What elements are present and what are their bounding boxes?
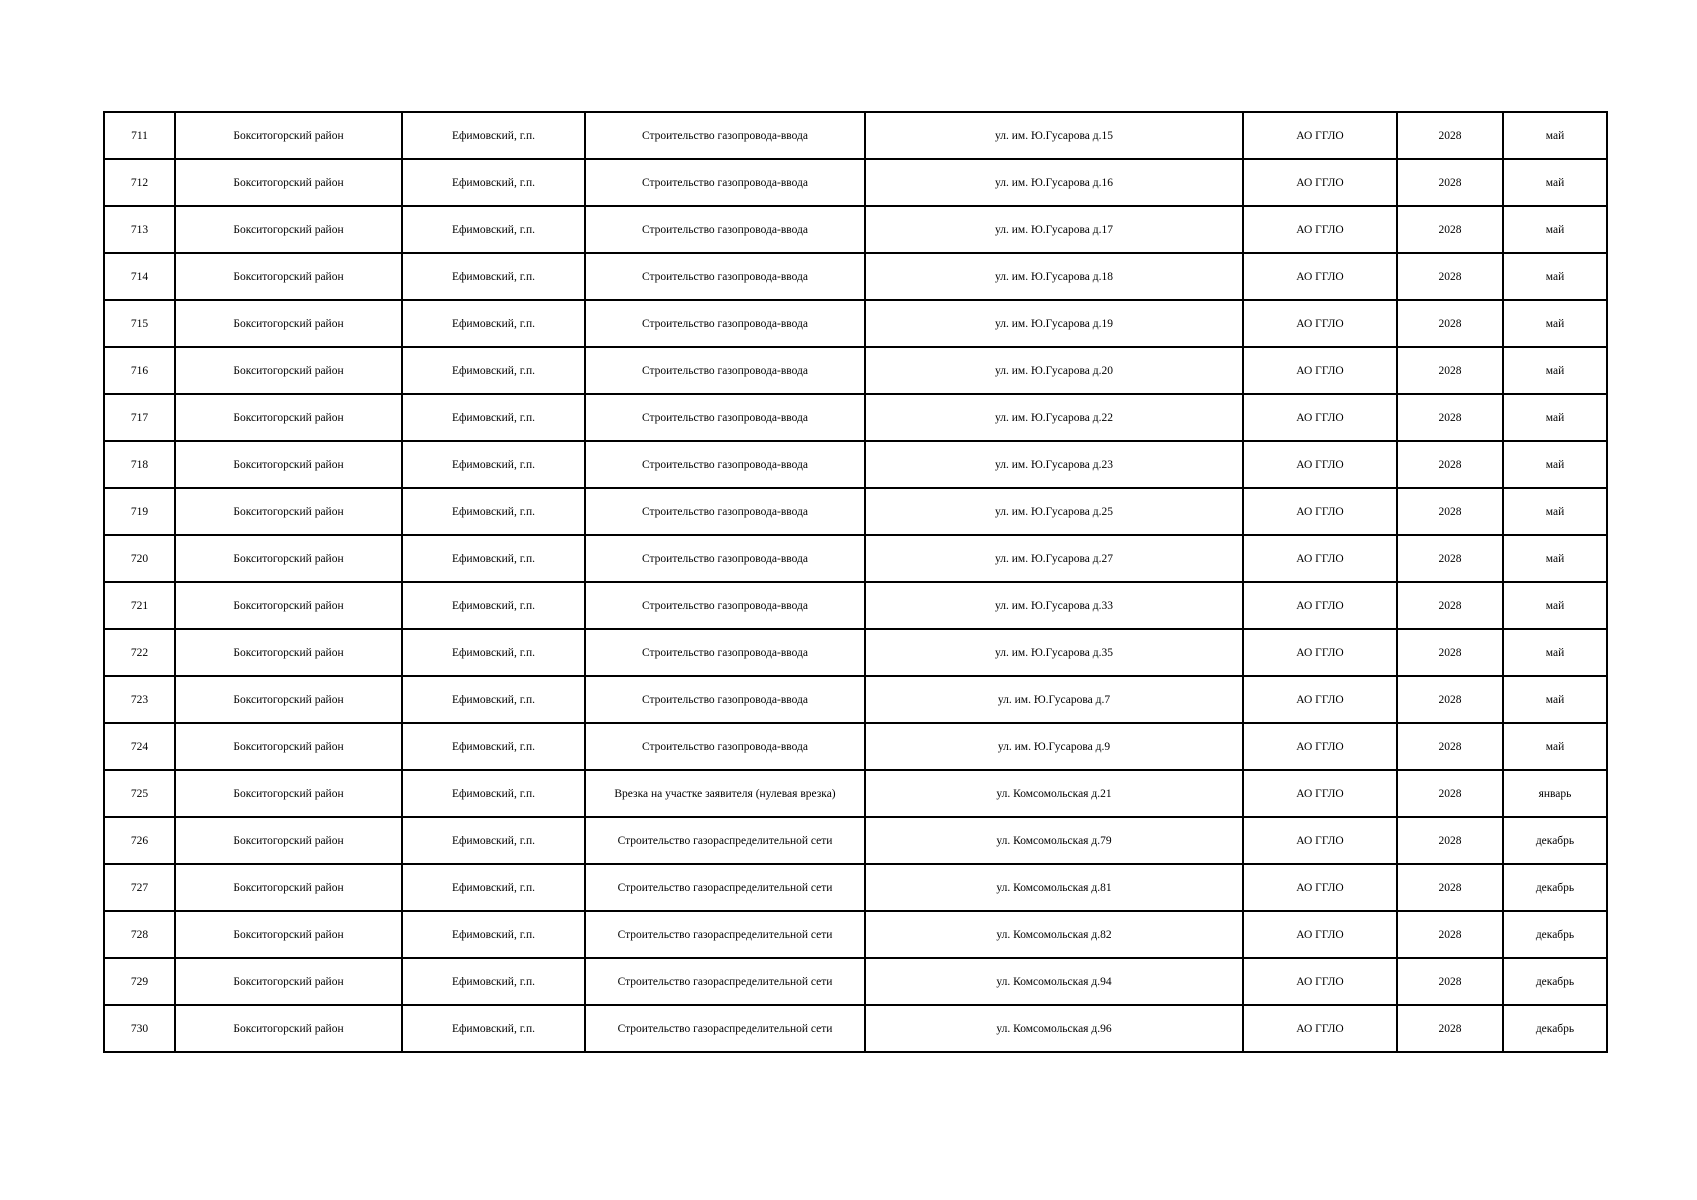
cell-settlement: Ефимовский, г.п. [402, 347, 585, 394]
cell-work-type: Строительство газопровода-ввода [585, 347, 865, 394]
cell-number: 725 [104, 770, 175, 817]
cell-organization: АО ГГЛО [1243, 441, 1397, 488]
cell-number: 722 [104, 629, 175, 676]
cell-settlement: Ефимовский, г.п. [402, 300, 585, 347]
cell-settlement: Ефимовский, г.п. [402, 817, 585, 864]
cell-work-type: Строительство газораспределительной сети [585, 958, 865, 1005]
table-row [104, 958, 1607, 1005]
cell-month: май [1503, 300, 1607, 347]
cell-organization: АО ГГЛО [1243, 817, 1397, 864]
cell-address: ул. Комсомольская д.81 [865, 864, 1243, 911]
cell-district: Бокситогорский район [175, 723, 402, 770]
cell-number: 712 [104, 159, 175, 206]
cell-month: май [1503, 441, 1607, 488]
cell-settlement: Ефимовский, г.п. [402, 394, 585, 441]
cell-work-type: Строительство газопровода-ввода [585, 535, 865, 582]
cell-address: ул. им. Ю.Гусарова д.27 [865, 535, 1243, 582]
cell-month: май [1503, 488, 1607, 535]
cell-number: 717 [104, 394, 175, 441]
cell-year: 2028 [1397, 253, 1503, 300]
cell-month: май [1503, 159, 1607, 206]
cell-work-type: Строительство газораспределительной сети [585, 864, 865, 911]
cell-month: декабрь [1503, 817, 1607, 864]
cell-month: май [1503, 676, 1607, 723]
cell-settlement: Ефимовский, г.п. [402, 582, 585, 629]
cell-organization: АО ГГЛО [1243, 911, 1397, 958]
cell-work-type: Строительство газопровода-ввода [585, 394, 865, 441]
table-row [104, 676, 1607, 723]
cell-work-type: Врезка на участке заявителя (нулевая врезка) [585, 770, 865, 817]
table-row [104, 394, 1607, 441]
cell-settlement: Ефимовский, г.п. [402, 770, 585, 817]
cell-month: май [1503, 723, 1607, 770]
table-body [104, 112, 1607, 1052]
cell-address: ул. им. Ю.Гусарова д.25 [865, 488, 1243, 535]
table-row [104, 723, 1607, 770]
cell-work-type: Строительство газораспределительной сети [585, 1005, 865, 1052]
cell-district: Бокситогорский район [175, 676, 402, 723]
cell-work-type: Строительство газопровода-ввода [585, 159, 865, 206]
cell-number: 714 [104, 253, 175, 300]
cell-address: ул. им. Ю.Гусарова д.35 [865, 629, 1243, 676]
cell-number: 711 [104, 112, 175, 159]
cell-settlement: Ефимовский, г.п. [402, 1005, 585, 1052]
cell-number: 718 [104, 441, 175, 488]
cell-year: 2028 [1397, 817, 1503, 864]
cell-month: май [1503, 347, 1607, 394]
table-row [104, 112, 1607, 159]
table-row [104, 629, 1607, 676]
cell-number: 727 [104, 864, 175, 911]
cell-address: ул. им. Ю.Гусарова д.22 [865, 394, 1243, 441]
cell-district: Бокситогорский район [175, 582, 402, 629]
table-row [104, 535, 1607, 582]
cell-number: 723 [104, 676, 175, 723]
table-row [104, 206, 1607, 253]
table-row [104, 1005, 1607, 1052]
cell-month: декабрь [1503, 911, 1607, 958]
cell-number: 726 [104, 817, 175, 864]
cell-address: ул. им. Ю.Гусарова д.33 [865, 582, 1243, 629]
cell-work-type: Строительство газопровода-ввода [585, 629, 865, 676]
cell-settlement: Ефимовский, г.п. [402, 441, 585, 488]
cell-address: ул. Комсомольская д.82 [865, 911, 1243, 958]
cell-address: ул. им. Ю.Гусарова д.19 [865, 300, 1243, 347]
cell-organization: АО ГГЛО [1243, 159, 1397, 206]
cell-organization: АО ГГЛО [1243, 300, 1397, 347]
table-row [104, 864, 1607, 911]
cell-settlement: Ефимовский, г.п. [402, 535, 585, 582]
cell-organization: АО ГГЛО [1243, 958, 1397, 1005]
cell-year: 2028 [1397, 864, 1503, 911]
cell-number: 715 [104, 300, 175, 347]
cell-settlement: Ефимовский, г.п. [402, 629, 585, 676]
cell-organization: АО ГГЛО [1243, 770, 1397, 817]
cell-year: 2028 [1397, 394, 1503, 441]
cell-settlement: Ефимовский, г.п. [402, 958, 585, 1005]
cell-year: 2028 [1397, 488, 1503, 535]
table-row [104, 300, 1607, 347]
cell-district: Бокситогорский район [175, 770, 402, 817]
cell-year: 2028 [1397, 159, 1503, 206]
cell-year: 2028 [1397, 723, 1503, 770]
cell-month: май [1503, 629, 1607, 676]
cell-number: 721 [104, 582, 175, 629]
cell-year: 2028 [1397, 535, 1503, 582]
cell-work-type: Строительство газопровода-ввода [585, 723, 865, 770]
cell-organization: АО ГГЛО [1243, 253, 1397, 300]
cell-organization: АО ГГЛО [1243, 347, 1397, 394]
cell-year: 2028 [1397, 629, 1503, 676]
cell-organization: АО ГГЛО [1243, 394, 1397, 441]
cell-address: ул. Комсомольская д.96 [865, 1005, 1243, 1052]
cell-settlement: Ефимовский, г.п. [402, 488, 585, 535]
cell-settlement: Ефимовский, г.п. [402, 723, 585, 770]
cell-year: 2028 [1397, 676, 1503, 723]
cell-district: Бокситогорский район [175, 347, 402, 394]
cell-number: 720 [104, 535, 175, 582]
cell-year: 2028 [1397, 441, 1503, 488]
cell-district: Бокситогорский район [175, 253, 402, 300]
cell-number: 724 [104, 723, 175, 770]
cell-work-type: Строительство газопровода-ввода [585, 582, 865, 629]
cell-district: Бокситогорский район [175, 629, 402, 676]
cell-work-type: Строительство газопровода-ввода [585, 206, 865, 253]
cell-settlement: Ефимовский, г.п. [402, 206, 585, 253]
cell-month: май [1503, 112, 1607, 159]
cell-number: 719 [104, 488, 175, 535]
cell-district: Бокситогорский район [175, 864, 402, 911]
data-table [103, 111, 1608, 1053]
cell-address: ул. Комсомольская д.94 [865, 958, 1243, 1005]
cell-address: ул. им. Ю.Гусарова д.7 [865, 676, 1243, 723]
cell-work-type: Строительство газопровода-ввода [585, 676, 865, 723]
cell-year: 2028 [1397, 112, 1503, 159]
cell-address: ул. им. Ю.Гусарова д.18 [865, 253, 1243, 300]
cell-year: 2028 [1397, 582, 1503, 629]
cell-year: 2028 [1397, 958, 1503, 1005]
cell-district: Бокситогорский район [175, 112, 402, 159]
table-row [104, 441, 1607, 488]
cell-settlement: Ефимовский, г.п. [402, 911, 585, 958]
table-row [104, 253, 1607, 300]
cell-month: май [1503, 394, 1607, 441]
cell-number: 730 [104, 1005, 175, 1052]
cell-number: 728 [104, 911, 175, 958]
table-row [104, 582, 1607, 629]
cell-district: Бокситогорский район [175, 394, 402, 441]
cell-year: 2028 [1397, 1005, 1503, 1052]
cell-number: 713 [104, 206, 175, 253]
cell-address: ул. им. Ю.Гусарова д.15 [865, 112, 1243, 159]
cell-district: Бокситогорский район [175, 488, 402, 535]
cell-district: Бокситогорский район [175, 206, 402, 253]
cell-district: Бокситогорский район [175, 300, 402, 347]
table-row [104, 488, 1607, 535]
cell-month: май [1503, 253, 1607, 300]
cell-settlement: Ефимовский, г.п. [402, 112, 585, 159]
cell-organization: АО ГГЛО [1243, 112, 1397, 159]
cell-year: 2028 [1397, 770, 1503, 817]
cell-organization: АО ГГЛО [1243, 535, 1397, 582]
cell-organization: АО ГГЛО [1243, 582, 1397, 629]
cell-address: ул. им. Ю.Гусарова д.16 [865, 159, 1243, 206]
cell-year: 2028 [1397, 911, 1503, 958]
cell-month: январь [1503, 770, 1607, 817]
cell-work-type: Строительство газопровода-ввода [585, 253, 865, 300]
cell-address: ул. им. Ю.Гусарова д.9 [865, 723, 1243, 770]
cell-work-type: Строительство газопровода-ввода [585, 300, 865, 347]
cell-number: 716 [104, 347, 175, 394]
cell-organization: АО ГГЛО [1243, 629, 1397, 676]
cell-district: Бокситогорский район [175, 817, 402, 864]
table-row [104, 159, 1607, 206]
cell-organization: АО ГГЛО [1243, 206, 1397, 253]
cell-settlement: Ефимовский, г.п. [402, 253, 585, 300]
cell-year: 2028 [1397, 206, 1503, 253]
table-row [104, 347, 1607, 394]
cell-settlement: Ефимовский, г.п. [402, 676, 585, 723]
cell-year: 2028 [1397, 300, 1503, 347]
cell-settlement: Ефимовский, г.п. [402, 159, 585, 206]
cell-address: ул. им. Ю.Гусарова д.17 [865, 206, 1243, 253]
cell-work-type: Строительство газораспределительной сети [585, 817, 865, 864]
cell-work-type: Строительство газопровода-ввода [585, 441, 865, 488]
cell-month: май [1503, 582, 1607, 629]
cell-district: Бокситогорский район [175, 911, 402, 958]
cell-month: декабрь [1503, 1005, 1607, 1052]
cell-year: 2028 [1397, 347, 1503, 394]
cell-address: ул. им. Ю.Гусарова д.20 [865, 347, 1243, 394]
cell-organization: АО ГГЛО [1243, 488, 1397, 535]
cell-month: декабрь [1503, 864, 1607, 911]
cell-organization: АО ГГЛО [1243, 676, 1397, 723]
cell-district: Бокситогорский район [175, 535, 402, 582]
cell-settlement: Ефимовский, г.п. [402, 864, 585, 911]
cell-district: Бокситогорский район [175, 1005, 402, 1052]
cell-month: декабрь [1503, 958, 1607, 1005]
cell-address: ул. Комсомольская д.21 [865, 770, 1243, 817]
cell-work-type: Строительство газораспределительной сети [585, 911, 865, 958]
cell-organization: АО ГГЛО [1243, 723, 1397, 770]
table-row [104, 770, 1607, 817]
cell-month: май [1503, 206, 1607, 253]
cell-district: Бокситогорский район [175, 441, 402, 488]
table-row [104, 911, 1607, 958]
cell-work-type: Строительство газопровода-ввода [585, 488, 865, 535]
cell-number: 729 [104, 958, 175, 1005]
cell-address: ул. Комсомольская д.79 [865, 817, 1243, 864]
cell-district: Бокситогорский район [175, 159, 402, 206]
cell-organization: АО ГГЛО [1243, 864, 1397, 911]
cell-address: ул. им. Ю.Гусарова д.23 [865, 441, 1243, 488]
cell-district: Бокситогорский район [175, 958, 402, 1005]
cell-organization: АО ГГЛО [1243, 1005, 1397, 1052]
cell-month: май [1503, 535, 1607, 582]
table-row [104, 817, 1607, 864]
cell-work-type: Строительство газопровода-ввода [585, 112, 865, 159]
